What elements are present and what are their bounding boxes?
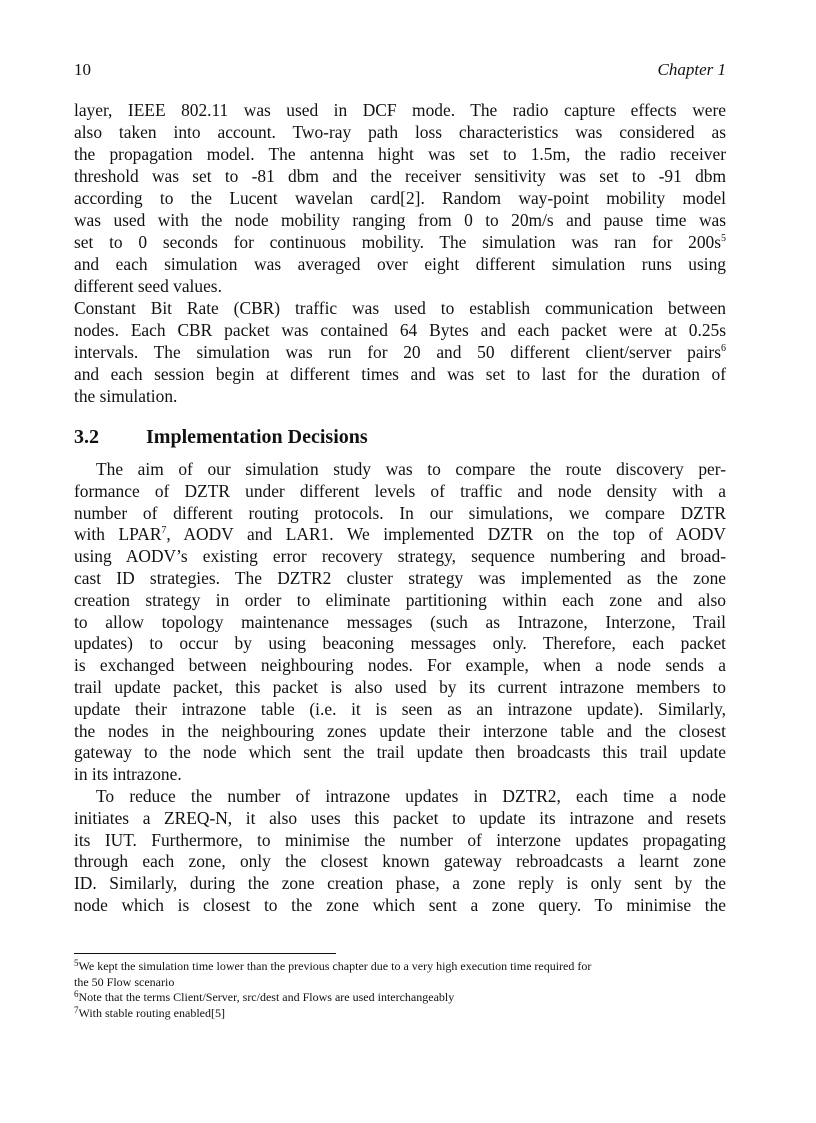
paragraph-intrazone-updates <box>74 786 726 917</box>
footnote-mark: 7 <box>74 1004 79 1015</box>
text-line: The aim of our simulation study was to compare the route discovery per- <box>96 459 726 479</box>
text-fragment: intervals. The simulation was run for 20 and 50 different client/server pairs <box>74 342 721 362</box>
text-line: according to the Lucent wavelan card[2]. Random way-point mobility model <box>74 188 726 208</box>
section-heading <box>74 426 368 449</box>
text-line: and each simulation was averaged over eight different simulation runs using <box>74 254 726 274</box>
footnote-continuation: the 50 Flow scenario <box>74 974 175 989</box>
text-line: the simulation. <box>74 386 178 406</box>
text-fragment: , AODV and LAR1. We implemented DZTR on the top of AODV <box>166 524 726 545</box>
footnote <box>74 959 726 975</box>
footnote-text: With stable routing enabled[5] <box>78 1005 225 1020</box>
text-line <box>74 341 726 363</box>
chapter-title: Chapter 1 <box>657 60 726 79</box>
text-line <box>74 231 726 253</box>
footnote-divider <box>74 953 336 954</box>
text-line: cast ID strategies. The DZTR2 cluster strategy was implemented as the zone <box>74 567 726 588</box>
footnote-ref: 7 <box>161 525 167 537</box>
text-line: using AODV’s existing error recovery strategy, sequence numbering and broad- <box>74 546 726 567</box>
footnotes <box>74 959 726 1021</box>
text-line: gateway to the node which sent the trail update then broadcasts this trail update <box>74 742 726 763</box>
body-text-section <box>74 459 726 917</box>
text-line: in its intrazone. <box>74 764 182 785</box>
text-line: nodes. Each CBR packet was contained 64 Bytes and each packet were at 0.25s <box>74 320 726 340</box>
text-line: ID. Similarly, during the zone creation phase, a zone reply is only sent by the <box>74 873 726 894</box>
text-fragment: with LPAR <box>74 524 162 545</box>
text-line: and each session begin at different times and was set to last for the duration of <box>74 364 726 384</box>
text-line: the propagation model. The antenna hight was set to 1.5m, the radio receiver <box>74 144 726 164</box>
section-title: Implementation Decisions <box>146 426 368 448</box>
text-line: threshold was set to -81 dbm and the receiver sensitivity was set to -91 dbm <box>74 166 726 186</box>
text-line: was used with the node mobility ranging from 0 to 20m/s and pause time was <box>74 210 726 230</box>
text-line: updates) to occur by using beaconing messages only. Therefore, each packet <box>74 633 726 654</box>
footnote-text: We kept the simulation time lower than the previous chapter due to a very high execution time required for <box>78 959 592 973</box>
text-fragment: set to 0 seconds for continuous mobility. The simulation was ran for 200s <box>74 232 721 252</box>
text-line: initiates a ZREQ-N, it also uses this packet to update its intrazone and resets <box>74 807 726 828</box>
text-line: update their intrazone table (i.e. it is seen as an intrazone update). Similarly, <box>74 698 726 719</box>
text-line: layer, IEEE 802.11 was used in DCF mode. The radio capture effects were <box>74 100 726 120</box>
text-line: different seed values. <box>74 276 222 296</box>
paragraph-traffic <box>74 297 726 407</box>
section-number: 3.2 <box>74 426 99 448</box>
text-line: the nodes in the neighbouring zones update their interzone table and the closest <box>74 720 726 741</box>
text-line <box>74 524 726 546</box>
text-line: trail update packet, this packet is also used by its current intrazone members to <box>74 676 726 697</box>
text-line: through each zone, only the closest known gateway rebroadcasts a learnt zone <box>74 851 726 872</box>
page-number: 10 <box>74 60 91 79</box>
footnote <box>74 1006 726 1022</box>
footnote-ref: 5 <box>721 233 726 244</box>
paragraph-simulation-setup <box>74 99 726 297</box>
footnote-ref: 6 <box>721 343 726 354</box>
text-line: its IUT. Furthermore, to minimise the number of interzone updates propagating <box>74 829 726 850</box>
text-line: formance of DZTR under different levels of traffic and node density with a <box>74 480 726 501</box>
body-text-top <box>74 99 726 407</box>
text-line: number of different routing protocols. In our simulations, we compare DZTR <box>74 502 726 523</box>
page-header <box>74 60 726 84</box>
footnote-mark: 5 <box>74 958 79 968</box>
text-line: node which is closest to the zone which sent a zone query. To minimise the <box>74 894 726 915</box>
footnote-mark: 6 <box>74 989 79 999</box>
footnote-text: Note that the terms Client/Server, src/dest and Flows are used interchangeably <box>78 990 455 1004</box>
text-line: also taken into account. Two-ray path loss characteristics was considered as <box>74 122 726 142</box>
text-line: creation strategy in order to eliminate partitioning within each zone and also <box>74 589 726 610</box>
text-line: Constant Bit Rate (CBR) traffic was used to establish communication between <box>74 298 726 318</box>
paragraph-implementation <box>74 459 726 786</box>
footnote <box>74 990 726 1006</box>
text-line: to allow topology maintenance messages (such as Intrazone, Interzone, Trail <box>74 611 726 632</box>
text-line: To reduce the number of intrazone updates in DZTR2, each time a node <box>96 785 726 806</box>
text-line: is exchanged between neighbouring nodes. For example, when a node sends a <box>74 655 726 676</box>
